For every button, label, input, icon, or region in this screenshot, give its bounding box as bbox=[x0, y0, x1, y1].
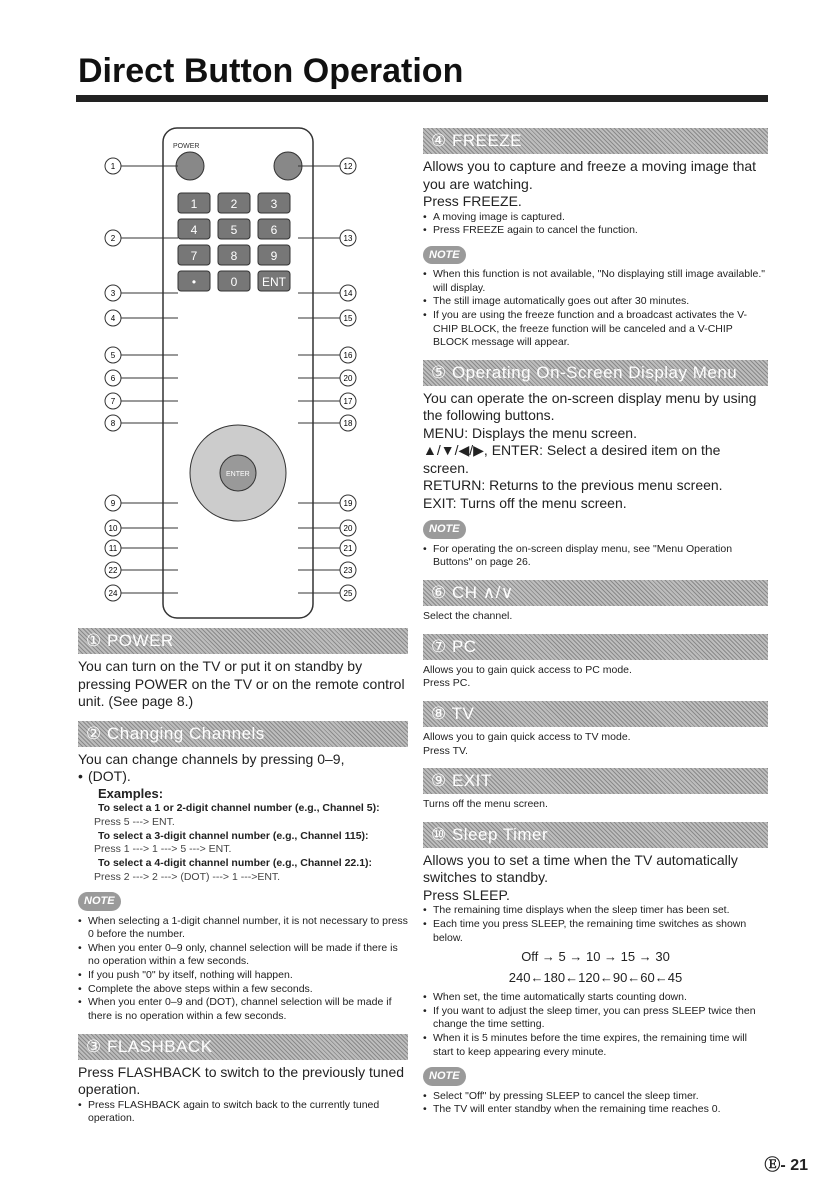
section-channels-text: You can change channels by pressing 0–9, bbox=[78, 750, 345, 767]
section-ch-header: ⑥ CH ∧/∨ bbox=[423, 580, 768, 606]
freeze-bullet: • Press FREEZE again to cancel the function. bbox=[423, 224, 768, 238]
note-item: • For operating the on-screen display menu, see "Menu Operation Buttons" on page 26. bbox=[423, 543, 768, 570]
remote-diagram bbox=[78, 118, 378, 623]
note-item: • If you are using the freeze function and a broadcast activates the V-CHIP BLOCK, the freeze function will be canceled and a V-CHIP BLOCK message will appear. bbox=[423, 309, 768, 350]
section-power-header: ① POWER bbox=[78, 628, 408, 654]
menu-line4: EXIT: Turns off the menu screen. bbox=[423, 494, 627, 511]
freeze-press: Press FREEZE. bbox=[423, 193, 522, 209]
section-tv-text: Allows you to gain quick access to TV mode. bbox=[423, 730, 631, 743]
right-column bbox=[423, 128, 768, 1117]
note-item: • When you enter 0–9 and (DOT), channel selection will be made if there is no operation within a few seconds. bbox=[78, 996, 408, 1023]
tv-press: Press TV. bbox=[423, 744, 468, 757]
nav-pad bbox=[190, 425, 286, 521]
sleep-cycle-bottom: 240←180←120←90←60←45 bbox=[508, 970, 683, 986]
callout-label: 24 bbox=[108, 589, 118, 598]
section-tv-header: ⑧ TV bbox=[423, 701, 768, 727]
callout-label: 3 bbox=[110, 289, 116, 298]
callout-label: 10 bbox=[108, 524, 118, 533]
section-freeze-header: ④ FREEZE bbox=[423, 128, 768, 154]
power-label: POWER bbox=[173, 143, 200, 150]
left-column bbox=[78, 628, 408, 1126]
note-item: • The TV will enter standby when the remaining time reaches 0. bbox=[423, 1103, 768, 1117]
digit-label: 7 bbox=[190, 249, 198, 263]
note-badge: NOTE bbox=[78, 892, 121, 910]
section-exit-header: ⑨ EXIT bbox=[423, 768, 768, 794]
sleep-bullet: • When it is 5 minutes before the time expires, the remaining time will start to keep appearing every minute. bbox=[423, 1032, 768, 1059]
callout-label: 5 bbox=[110, 351, 116, 360]
digit-label: 6 bbox=[270, 223, 278, 237]
callout-label: 14 bbox=[343, 289, 353, 298]
example3-press: Press 2 ---> 2 ---> (DOT) ---> 1 --->ENT. bbox=[94, 870, 281, 883]
pc-press: Press PC. bbox=[423, 677, 471, 690]
callout-label: 9 bbox=[110, 499, 116, 508]
section-exit-text: Turns off the menu screen. bbox=[423, 798, 548, 811]
channels-notes bbox=[78, 915, 408, 1024]
enter-label: ENTER bbox=[226, 471, 250, 478]
callout-label: 20 bbox=[343, 524, 353, 533]
sleep-bullet: • The remaining time displays when the sleep timer has been set. bbox=[423, 904, 768, 918]
digit-label: 8 bbox=[230, 249, 238, 263]
sleep-bullet: • Each time you press SLEEP, the remaining time switches as shown below. bbox=[423, 918, 768, 945]
callout-label: 25 bbox=[343, 589, 353, 598]
digit-label: 5 bbox=[230, 223, 238, 237]
digit-label: 0 bbox=[230, 275, 238, 289]
callout-label: 4 bbox=[110, 314, 116, 323]
note-badge: NOTE bbox=[423, 520, 466, 538]
callout-label: 18 bbox=[343, 419, 353, 428]
digit-label: • bbox=[191, 275, 197, 289]
callout-label: 19 bbox=[343, 499, 353, 508]
callout-label: 11 bbox=[108, 544, 118, 553]
sleep-press: Press SLEEP. bbox=[423, 886, 510, 903]
callout-label: 15 bbox=[343, 314, 353, 323]
callout-label: 12 bbox=[343, 162, 353, 171]
digit-label: 1 bbox=[190, 197, 198, 211]
callout-label: 8 bbox=[110, 419, 116, 428]
digit-label: 3 bbox=[270, 197, 278, 211]
callout-label: 1 bbox=[110, 162, 116, 171]
note-badge: NOTE bbox=[423, 1067, 466, 1085]
callout-label: 23 bbox=[343, 566, 353, 575]
section-channels-header: ② Changing Channels bbox=[78, 721, 408, 747]
note-badge: NOTE bbox=[423, 246, 466, 264]
digit-label: 4 bbox=[190, 223, 198, 237]
page-title: Direct Button Operation bbox=[78, 52, 464, 90]
callout-label: 6 bbox=[110, 374, 116, 383]
freeze-bullet: • A moving image is captured. bbox=[423, 211, 768, 225]
section-pc-header: ⑦ PC bbox=[423, 634, 768, 660]
example2-press: Press 1 ---> 1 ---> 5 ---> ENT. bbox=[94, 843, 232, 856]
example3-title: To select a 4-digit channel number (e.g., Channel 22.1): bbox=[98, 856, 373, 869]
note-item: • When you enter 0–9 only, channel selection will be made if there is no operation within a few seconds. bbox=[78, 942, 408, 969]
note-item: • When selecting a 1-digit channel number, it is not necessary to press 0 before the number. bbox=[78, 915, 408, 942]
section-ch-text: Select the channel. bbox=[423, 610, 513, 622]
section-flashback-text: Press FLASHBACK to switch to the previously tuned operation. bbox=[78, 1063, 405, 1098]
section-sleep-text: Allows you to set a time when the TV automatically switches to standby. bbox=[423, 851, 738, 886]
input-icon bbox=[274, 152, 302, 180]
title-rule bbox=[76, 95, 768, 102]
note-item: • Select "Off" by pressing SLEEP to cancel the sleep timer. bbox=[423, 1090, 768, 1104]
section-flashback-header: ③ FLASHBACK bbox=[78, 1034, 408, 1060]
examples-title: Examples: bbox=[98, 785, 164, 801]
callout-label: 7 bbox=[110, 397, 116, 406]
power-icon bbox=[176, 152, 204, 180]
digit-label: 2 bbox=[230, 197, 238, 211]
menu-line1: MENU: Displays the menu screen. bbox=[423, 424, 637, 441]
note-item: • The still image automatically goes out after 30 minutes. bbox=[423, 295, 768, 309]
sleep-bullet: • When set, the time automatically starts counting down. bbox=[423, 991, 768, 1005]
callout-label: 2 bbox=[110, 234, 116, 243]
callout-label: 13 bbox=[343, 234, 353, 243]
channels-bullet: • (DOT). bbox=[78, 768, 408, 786]
note-item: • If you push "0" by itself, nothing will happen. bbox=[78, 969, 408, 983]
section-sleep-header: ⑩ Sleep Timer bbox=[423, 822, 768, 848]
example1-title: To select a 1 or 2-digit channel number (e.g., Channel 5): bbox=[98, 802, 380, 815]
digit-label: 9 bbox=[270, 249, 278, 263]
page-number: Ⓔ- 21 bbox=[764, 1157, 808, 1174]
menu-line2: ▲/▼/◀/▶, ENTER: Select a desired item on the screen. bbox=[423, 442, 721, 476]
note-item: • Complete the above steps within a few seconds. bbox=[78, 983, 408, 997]
callout-label: 16 bbox=[343, 351, 353, 360]
example1-press: Press 5 ---> ENT. bbox=[94, 816, 175, 829]
section-menu-text: You can operate the on-screen display menu by using the following buttons. bbox=[423, 389, 757, 424]
flashback-bullet: • Press FLASHBACK again to switch back to the currently tuned operation. bbox=[78, 1099, 408, 1126]
section-power-text: You can turn on the TV or put it on standby by pressing POWER on the TV or on the remote control unit. (See page 8.) bbox=[78, 658, 405, 709]
section-menu-header: ⑤ Operating On-Screen Display Menu bbox=[423, 360, 768, 386]
callout-label: 17 bbox=[343, 397, 353, 406]
section-freeze-text: Allows you to capture and freeze a moving image that you are watching. bbox=[423, 158, 757, 192]
note-item: • When this function is not available, "No displaying still image available." will display. bbox=[423, 268, 768, 295]
sleep-cycle-top: Off → 5 → 10 → 15 → 30 bbox=[521, 949, 670, 965]
section-pc-text: Allows you to gain quick access to PC mode. bbox=[423, 663, 632, 676]
callout-label: 20 bbox=[343, 374, 353, 383]
callout-label: 22 bbox=[108, 566, 118, 575]
digit-label: ENT bbox=[262, 275, 286, 289]
example2-title: To select a 3-digit channel number (e.g., Channel 115): bbox=[98, 829, 369, 842]
menu-line3: RETURN: Returns to the previous menu screen. bbox=[423, 477, 723, 494]
callout-label: 21 bbox=[343, 544, 353, 553]
sleep-bullet: • If you want to adjust the sleep timer, you can press SLEEP twice then change the time setting. bbox=[423, 1005, 768, 1032]
